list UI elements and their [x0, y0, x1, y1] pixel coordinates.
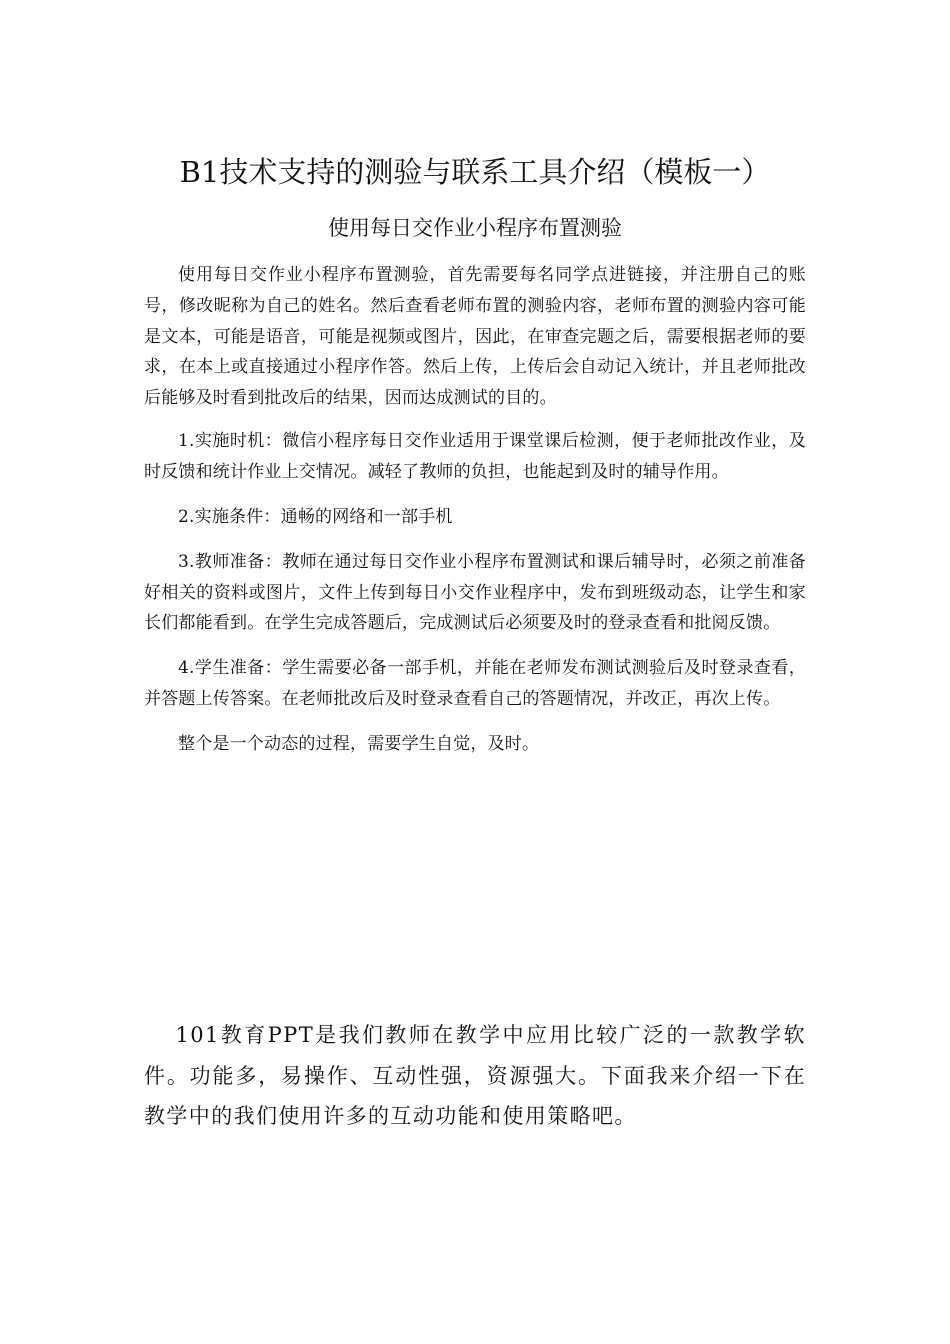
paragraph-summary: 整个是一个动态的过程，需要学生自觉，及时。 [178, 734, 540, 755]
document-title: B1技术支持的测验与联系工具介绍（模板一） [179, 155, 771, 189]
paragraph-conditions: 2.实施条件：通畅的网络和一部手机 [178, 506, 453, 527]
document-subtitle: 使用每日交作业小程序布置测验 [328, 216, 622, 240]
paragraph-101-ppt: 101教育PPT是我们教师在教学中应用比较广泛的一款教学软件。功能多，易操作、互动性强，资源强大。下面我来介绍一下在教学中的我们使用许多的互动功能和使用策略吧。 [144, 1023, 806, 1128]
paragraph-intro: 使用每日交作业小程序布置测验，首先需要每名同学点进链接，并注册自己的账号，修改昵称为自己的姓名。然后查看老师布置的测验内容，老师布置的测验内容可能是文本，可能是语音，可能是视频或图片，因此，在审查完题之后，需要根据老师的要求，在本上或直接通过小程序作答。然后上传，上传后会自动记入统计，并且老师批改后能够及时看到批改后的结果，因而达成测试的目的。 [144, 265, 806, 409]
paragraph-timing: 1.实施时机：微信小程序每日交作业适用于课堂课后检测，便于老师批改作业，及时反馈和统计作业上交情况。减轻了教师的负担，也能起到及时的辅导作用。 [144, 430, 806, 482]
paragraph-student-prep: 4.学生准备：学生需要必备一部手机，并能在老师发布测试测验后及时登录查看，并答题上传答案。在老师批改后及时登录查看自己的答题情况，并改正，再次上传。 [144, 658, 806, 710]
paragraph-teacher-prep: 3.教师准备：教师在通过每日交作业小程序布置测试和课后辅导时，必须之前准备好相关的资料或图片，文件上传到每日小交作业程序中，发布到班级动态，让学生和家长们都能看到。在学生完成答题后，完成测试后必须要及时的登录查看和批阅反馈。 [144, 551, 806, 634]
document-body [144, 260, 806, 760]
